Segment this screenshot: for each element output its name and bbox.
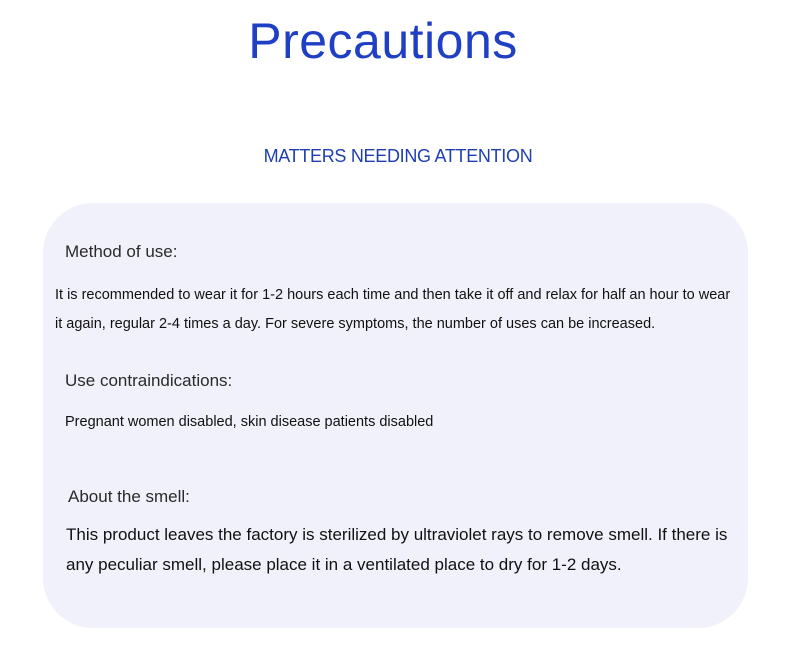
method-of-use-heading: Method of use:: [65, 242, 178, 261]
method-of-use-text: It is recommended to wear it for 1-2 hours each time and then take it off and relax for half an hour to wear it again, regular 2-4 times a day. For severe symptoms, the number of uses can be increased.: [55, 287, 731, 332]
contraindications-heading: Use contraindications:: [65, 371, 233, 390]
precautions-card: [43, 203, 748, 628]
contraindications-text: Pregnant women disabled, skin disease patients disabled: [65, 414, 434, 430]
page-title: Precautions: [248, 13, 518, 69]
smell-heading: About the smell:: [68, 487, 190, 506]
smell-text: This product leaves the factory is sterilized by ultraviolet rays to remove smell. If there is any peculiar smell, please place it in a ventilated place to dry for 1-2 days.: [66, 525, 728, 574]
page-subtitle: MATTERS NEEDING ATTENTION: [263, 146, 533, 166]
